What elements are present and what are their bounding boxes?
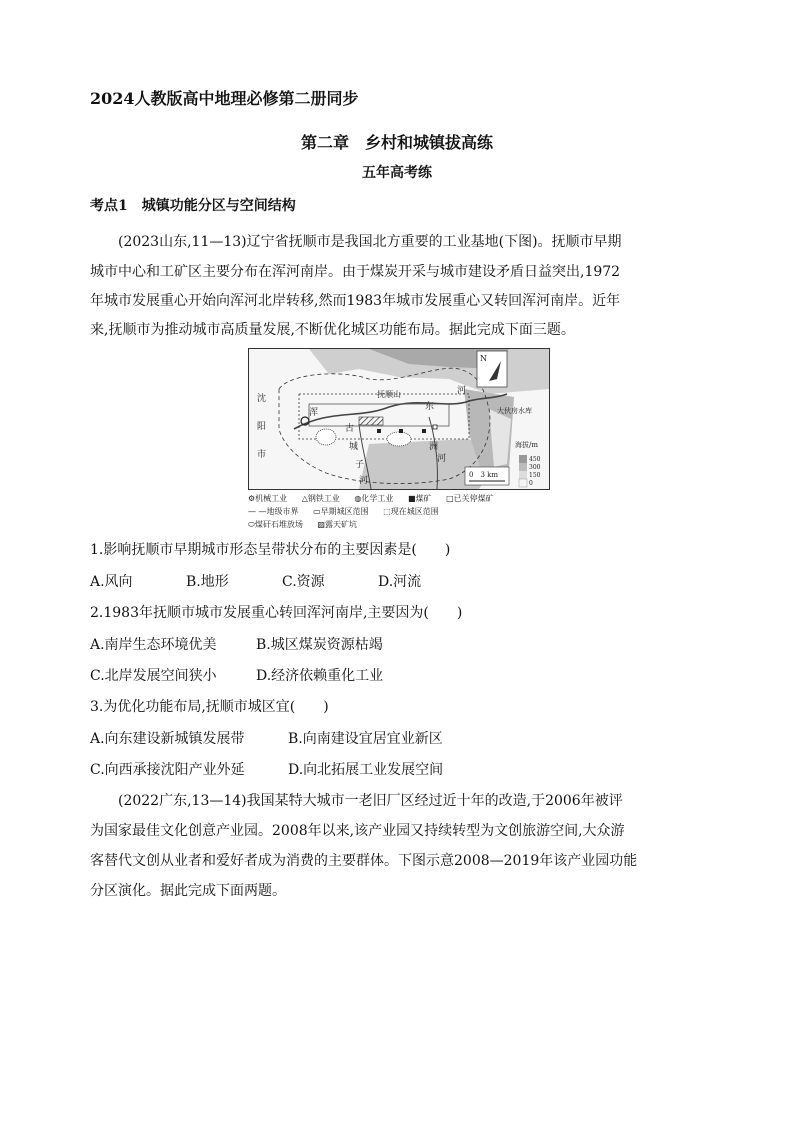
- legend-steel: 钢铁工业: [307, 494, 340, 503]
- legend-machinery: 机械工业: [255, 494, 288, 503]
- q1-option-b[interactable]: B.地形: [186, 574, 229, 590]
- map-label-he1: 河: [457, 386, 467, 396]
- map-label-he2: 河: [359, 476, 369, 486]
- passage1-line-1: (2023山东,11—13)辽宁省抚顺市是我国北方重要的工业基地(下图)。抚顺市早期: [118, 234, 622, 250]
- passage1-line-3: 年城市发展重心开始向浑河北岸转移,然而1983年城市发展重心又转回浑河南岸。近年: [90, 293, 621, 309]
- section-title: 五年高考练: [362, 165, 432, 181]
- map-label-zi: 子: [355, 460, 365, 470]
- legend-coal-mine: 煤矿: [415, 494, 432, 503]
- passage1-line-4: 来,抚顺市为推动城市高质量发展,不断优化城区功能布局。据此完成下面三题。: [90, 322, 575, 338]
- q1-option-d[interactable]: D.河流: [378, 574, 422, 590]
- q1-option-a[interactable]: A.风向: [90, 574, 133, 590]
- legend-chemical: 化学工业: [361, 494, 394, 503]
- q2-option-c[interactable]: C.北岸发展空间狭小: [90, 668, 217, 684]
- chapter-title: 第二章 乡村和城镇拔高练: [300, 133, 493, 152]
- north-label: N: [480, 354, 487, 363]
- elevation-tick-150: 150: [529, 472, 541, 479]
- passage1-line-2: 城市中心和工矿区主要分布在浑河南岸。由于煤炭开采与城市建设矛盾日益突出,1972: [90, 264, 621, 280]
- q3-option-b[interactable]: B.向南建设宜居宜业新区: [288, 731, 443, 747]
- map-legend: [248, 492, 548, 531]
- q3-option-c[interactable]: C.向西承接沈阳产业外延: [90, 762, 245, 778]
- legend-early-urban: 早期城区范围: [320, 507, 369, 516]
- q2-option-d[interactable]: D.经济依赖重化工业: [256, 668, 384, 684]
- map-label-cheng: 城: [349, 442, 359, 452]
- document-header: 2024人教版高中地理必修第二册同步: [90, 89, 359, 108]
- map-label-shi: 市: [257, 450, 267, 460]
- map-graphic: [249, 349, 549, 489]
- legend-current-urban: 现在城区范围: [390, 507, 439, 516]
- map-label-gu: 古: [345, 424, 355, 434]
- map-label-reservoir: 大伙房水库: [497, 407, 532, 415]
- legend-row-1: ⚙机械工业 △钢铁工业 ◍化学工业 ■煤矿 □已关停煤矿: [248, 494, 494, 503]
- elevation-title: 海拔/m: [515, 441, 538, 449]
- map-label-fushunshan: 抚顺山: [377, 390, 401, 399]
- map-label-dong: 东: [425, 402, 435, 412]
- map-label-shen: 沈: [257, 394, 267, 404]
- fushun-map: [248, 348, 550, 490]
- passage2-line-3: 客替代文创从业者和爱好者成为消费的主要群体。下图示意2008—2019年该产业园功能: [90, 853, 638, 869]
- question-2-stem: 2.1983年抚顺市城市发展重心转回浑河南岸,主要因为( ): [90, 605, 463, 621]
- legend-boundary: 地级市界: [266, 507, 299, 516]
- legend-closed-mine: 已关停煤矿: [453, 494, 494, 503]
- legend-gangue: 煤矸石堆放场: [254, 520, 303, 529]
- scale-label: 0 3 km: [469, 471, 499, 479]
- elevation-tick-300: 300: [529, 464, 541, 471]
- q2-option-a[interactable]: A.南岸生态环境优美: [90, 637, 217, 653]
- passage2-line-2: 为国家最佳文化创意产业园。2008年以来,该产业园又持续转型为文创旅游空间,大众游: [90, 823, 625, 839]
- legend-row-2: — —地级市界 ▭早期城区范围 ⬚现在城区范围: [248, 507, 439, 516]
- q2-option-b[interactable]: B.城区煤炭资源枯竭: [256, 637, 383, 653]
- elevation-tick-0: 0: [529, 480, 533, 487]
- map-label-yang: 阳: [257, 422, 267, 432]
- elevation-tick-450: 450: [529, 456, 541, 463]
- map-label-zhou: 洲: [429, 442, 439, 452]
- legend-row-3: ⬭煤矸石堆放场 ▨露天矿坑: [248, 520, 357, 529]
- map-label-hun: 浑: [309, 408, 319, 418]
- map-label-he3: 河: [437, 454, 447, 464]
- q1-option-c[interactable]: C.资源: [282, 574, 325, 590]
- q3-option-d[interactable]: D.向北拓展工业发展空间: [288, 762, 444, 778]
- passage2-line-1: (2022广东,13—14)我国某特大城市一老旧厂区经过近十年的改造,于2006年被评: [118, 793, 623, 809]
- passage2-line-4: 分区演化。据此完成下面两题。: [90, 883, 286, 899]
- question-1-stem: 1.影响抚顺市早期城市形态呈带状分布的主要因素是( ): [90, 542, 451, 558]
- question-3-stem: 3.为优化功能布局,抚顺市城区宜( ): [90, 699, 329, 715]
- topic-heading: 考点1 城镇功能分区与空间结构: [90, 198, 296, 214]
- q3-option-a[interactable]: A.向东建设新城镇发展带: [90, 731, 245, 747]
- legend-open-pit: 露天矿坑: [324, 520, 357, 529]
